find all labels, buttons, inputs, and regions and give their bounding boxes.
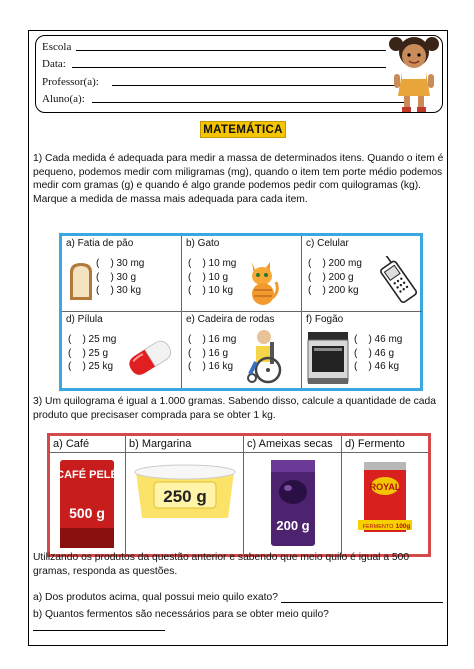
item-cat [182, 236, 302, 312]
option[interactable]: ( ) 30 kg [96, 285, 142, 296]
option[interactable]: ( ) 200 kg [308, 285, 359, 296]
products-grid [47, 433, 431, 557]
option[interactable]: ( ) 46 g [354, 347, 395, 359]
margarine-tub-icon [132, 462, 238, 522]
option[interactable]: ( ) 25 mg [68, 334, 117, 345]
worksheet-page [28, 30, 448, 646]
aluno-label: Aluno(a): [42, 93, 85, 105]
item-wheelchair [182, 312, 302, 388]
cat-options [188, 257, 236, 298]
product-fermento [342, 436, 428, 554]
margarine-weight-text: 250 g [163, 487, 207, 506]
product-label: d) Fermento [342, 436, 428, 453]
professor-field[interactable] [112, 85, 404, 86]
product-label: a) Café [50, 436, 125, 453]
yeast-brand-text: ROYAL [369, 482, 401, 492]
professor-label: Professor(a): [42, 76, 99, 88]
item-label: f) Fogão [306, 314, 344, 325]
option[interactable]: ( ) 30 mg [96, 258, 145, 269]
student-info-header [35, 35, 443, 113]
answer-4b-field[interactable] [33, 621, 165, 631]
item-label: d) Pílula [66, 314, 103, 325]
option[interactable]: ( ) 10 mg [188, 258, 237, 269]
data-field[interactable] [72, 67, 386, 68]
pill-icon [122, 334, 178, 382]
pill-options [68, 333, 116, 374]
item-pill [62, 312, 182, 388]
stove-icon [302, 328, 352, 386]
product-margarina [126, 436, 244, 554]
product-label: b) Margarina [126, 436, 243, 453]
prunes-package-icon [268, 458, 318, 550]
cellphone-icon [378, 256, 418, 306]
escola-line [42, 41, 71, 53]
question-3-text: 3) Um quilograma é igual a 1.000 gramas. Sabendo disso, calcule a quantidade de cada produto que precisaser comprada para se obter 1 kg. [33, 396, 436, 421]
data-label: Data: [42, 58, 66, 70]
stove-options [354, 333, 402, 374]
data-line [42, 58, 66, 70]
cat-icon [246, 258, 280, 306]
coffee-package-icon [56, 458, 118, 550]
option[interactable]: ( ) 16 kg [188, 361, 234, 372]
item-stove [302, 312, 422, 388]
question-4-text: Utilizando os produtos da questão anterior e sabendo que meio quilo é igual a 500 gramas, responda as questões. [33, 552, 410, 577]
option[interactable]: ( ) 46 mg [354, 334, 403, 345]
question-4b-text: b) Quantos fermentos são necessários para se obter meio quilo? [33, 609, 329, 620]
question-4a-text: a) Dos produtos acima, qual possui meio quilo exato? [33, 592, 278, 603]
option[interactable]: ( ) 200 mg [308, 258, 362, 269]
bread-slice-icon [67, 262, 95, 302]
yeast-sub-text: FERMENTO [362, 524, 394, 530]
coffee-brand-text: CAFÉ PELÉ [56, 469, 118, 481]
wheelchair-options [188, 333, 236, 374]
aluno-field[interactable] [92, 102, 404, 103]
option[interactable]: ( ) 16 g [188, 347, 229, 359]
question-4a [33, 592, 443, 603]
answer-4a-field[interactable] [281, 593, 443, 603]
escola-field[interactable] [76, 50, 386, 51]
item-bread [62, 236, 182, 312]
bread-options [96, 257, 144, 298]
option[interactable]: ( ) 200 g [308, 271, 354, 283]
escola-label: Escola [42, 41, 72, 53]
professor-line [42, 76, 99, 88]
prunes-weight-text: 200 g [276, 518, 310, 533]
item-cellphone [302, 236, 422, 312]
aluno-line [42, 93, 85, 105]
yeast-weight-text: 100g [395, 523, 411, 530]
coffee-weight-text: 500 g [69, 505, 105, 521]
option[interactable]: ( ) 30 g [96, 271, 137, 283]
option[interactable]: ( ) 10 g [188, 271, 229, 283]
yeast-can-icon [356, 458, 414, 538]
option[interactable]: ( ) 16 mg [188, 334, 237, 345]
item-label: e) Cadeira de rodas [186, 314, 275, 325]
wheelchair-icon [246, 328, 286, 384]
question-4b [33, 609, 447, 631]
question-1-text: 1) Cada medida é adequada para medir a massa de determinados itens. Quando o item é pequeno, podemos medir com miligramas (mg), quando o item tem porte médio podemos medir com gramas (g) e quando é algo grande podemos pedir com quilogramas (kg). Marque a medida de massa mais adequada para cada item. [33, 153, 444, 205]
item-label: a) Fatia de pão [66, 238, 134, 249]
product-ameixas [244, 436, 342, 554]
product-label: c) Ameixas secas [244, 436, 341, 453]
product-cafe [50, 436, 126, 554]
item-label: c) Celular [306, 238, 349, 249]
measure-items-grid [59, 233, 423, 391]
subject-title: MATEMÁTICA [200, 121, 286, 138]
option[interactable]: ( ) 46 kg [354, 361, 400, 372]
girl-student-illustration [388, 28, 440, 114]
item-label: b) Gato [186, 238, 220, 249]
option[interactable]: ( ) 25 g [68, 347, 109, 359]
option[interactable]: ( ) 10 kg [188, 285, 234, 296]
cellphone-options [308, 257, 362, 298]
option[interactable]: ( ) 25 kg [68, 361, 114, 372]
